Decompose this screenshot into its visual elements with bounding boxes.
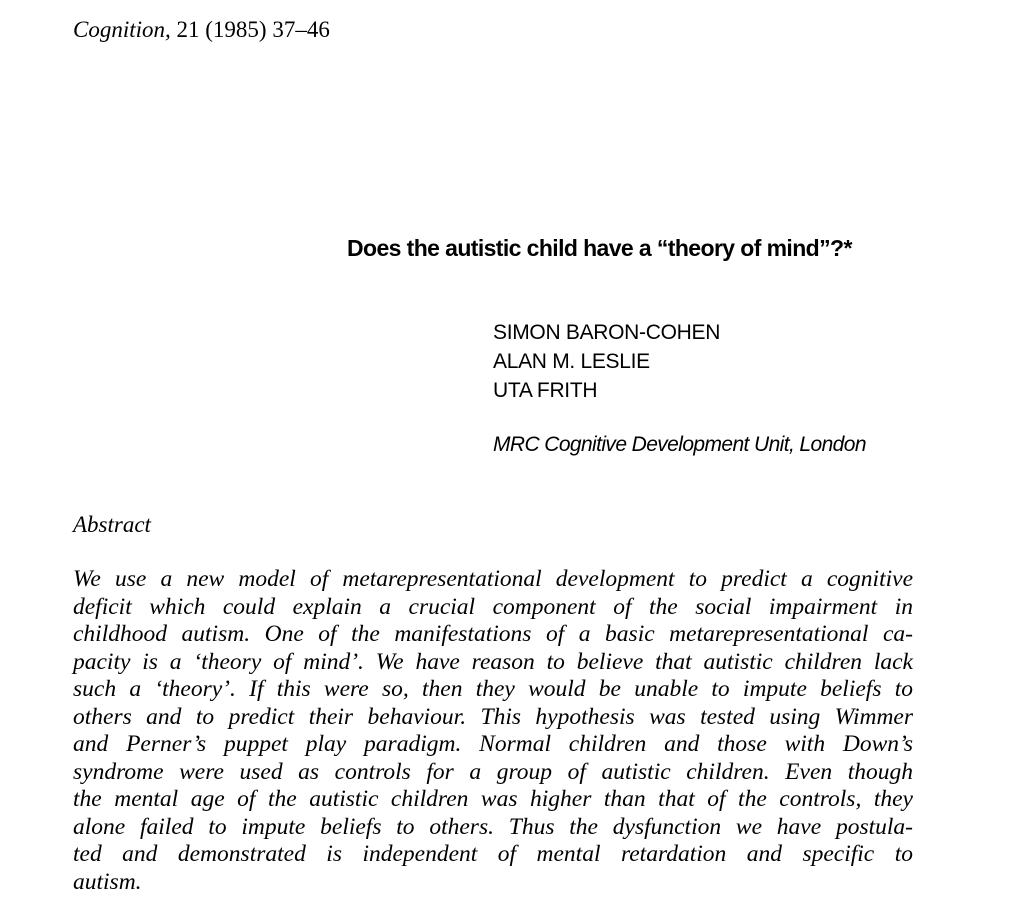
abstract-heading: Abstract	[73, 512, 151, 537]
abstract-line: deficit which could explain a crucial component of the social impairment in	[73, 593, 913, 620]
abstract-line: the mental age of the autistic children was higher than that of the controls, they	[73, 786, 913, 812]
abstract-line: pacity is a ‘theory of mind’. We have reason to believe that autistic children lack	[73, 648, 913, 675]
author-list	[493, 318, 720, 405]
abstract-line: others and to predict their behaviour. This hypothesis was tested using Wimmer	[73, 703, 913, 730]
journal-citation	[73, 15, 330, 45]
author-name: UTA FRITH	[493, 379, 598, 402]
author-name: SIMON BARON-COHEN	[493, 321, 721, 344]
abstract-line: syndrome were used as controls for a group of autistic children. Even though	[73, 758, 913, 785]
abstract-line: childhood autism. One of the manifestations of a basic metarepresentational ca-	[73, 621, 913, 647]
author-name: ALAN M. LESLIE	[493, 350, 650, 373]
abstract-line: autism.	[73, 868, 142, 895]
abstract-line: ted and demonstrated is independent of mental retardation and specific to	[73, 841, 913, 867]
abstract-line: and Perner’s puppet play paradigm. Normal children and those with Down’s	[73, 731, 913, 757]
abstract-line: such a ‘theory’. If this were so, then they would be unable to impute beliefs to	[73, 676, 913, 702]
abstract-text	[73, 566, 913, 896]
journal-name: Cognition,	[73, 17, 171, 42]
abstract-line: alone failed to impute beliefs to others. Thus the dysfunction we have postula-	[73, 813, 913, 840]
paper-title: Does the autistic child have a “theory of mind”?*	[347, 235, 852, 261]
abstract-line: We use a new model of metarepresentational development to predict a cognitive	[73, 566, 913, 592]
citation-details: 21 (1985) 37–46	[170, 17, 330, 42]
author-affiliation: MRC Cognitive Development Unit, London	[493, 433, 866, 456]
